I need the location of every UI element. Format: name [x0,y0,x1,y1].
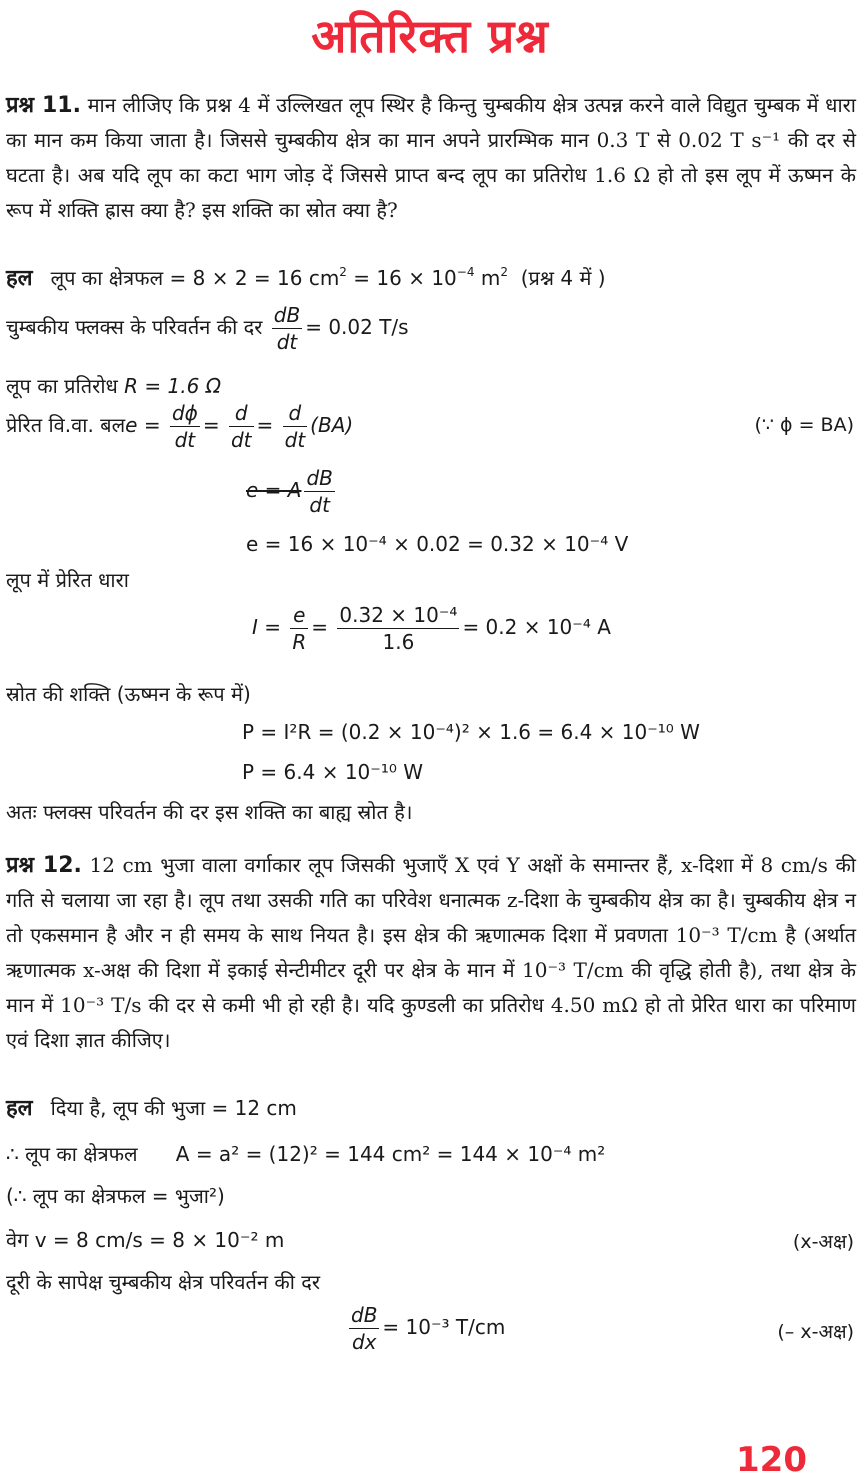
emf-value-line: e = 16 × 10⁻⁴ × 0.02 = 0.32 × 10⁻⁴ V [246,532,629,556]
velocity-note: (x-अक्ष) [792,1231,854,1253]
power-equation-1: P = I²R = (0.2 × 10⁻⁴)² × 1.6 = 6.4 × 10⁻¹⁰ W [242,720,700,744]
emf-line: प्रेरित वि.वा. बलe = $\frac{d\phi}{dt}$ = $\frac{d}{dt}$ = $\frac{d}{dt}$ (BA) [6,401,354,452]
solution-area-line: हल लूप का क्षेत्रफल = 8 × 2 = 16 $cm^2 = 16 \times 10^{-4}$ $m^2$ (प्रश्न 4 में ) [6,265,606,291]
emf-struck-line: e = A $\frac{dB}{dt}$ [246,466,333,517]
current-label: लूप में प्रेरित धारा [6,568,129,592]
question-11 [6,88,856,228]
flux-rate-line: चुम्बकीय फ्लक्स के परिवर्तन की दर $\frac{dB}{dt}$ = 0.02 T/s [6,303,409,354]
question-label: प्रश्न 11. [6,93,81,118]
page-number: 120 [736,1440,807,1480]
area-note: (∴ लूप का क्षेत्रफल = भुजा²) [6,1184,225,1208]
resistance-line: लूप का प्रतिरोध R = 1.6 Ω [6,374,221,398]
area-line: ∴ लूप का क्षेत्रफल A = a² = (12)² = 144 cm² = 144 × 10⁻⁴ m² [6,1142,606,1166]
question-text: मान लीजिए कि प्रश्न 4 में उल्लिखत लूप स्थिर है किन्तु चुम्बकीय क्षेत्र उत्पन्न करने वाले विद्युत चुम्बक में धारा का मान कम किया जाता है। जिससे चुम्बकीय क्षेत्र का मान अपने प्रारम्भिक मान 0.3 T से 0.02 T s⁻¹ की दर से घटता है। अब यदि लूप का कटा भाग जोड़ दें जिससे प्राप्त बन्द लूप का प्रतिरोध 1.6 Ω हो तो इस लूप में ऊष्मन के रूप में शक्ति ह्रास क्या है? इस शक्ति का स्रोत क्या है? [6,93,856,222]
question-text: 12 cm भुजा वाला वर्गाकार लूप जिसकी भुजाएँ X एवं Y अक्षों के समान्तर हैं, x-दिशा में 8 cm/s की गति से चलाया जा रहा है। लूप तथा उसकी गति का परिवेश धनात्मक z-दिशा के चुम्बकीय क्षेत्र का है। चुम्बकीय क्षेत्र न तो एकसमान है और न ही समय के साथ नियत है। इस क्षेत्र की ऋणात्मक दिशा में प्रवणता 10⁻³ T/cm है (अर्थात ऋणात्मक x-अक्ष की दिशा में इकाई सेन्टीमीटर दूरी पर क्षेत्र के मान में 10⁻³ T/cm की वृद्धि होती है), तथा क्षेत्र के मान में 10⁻³ T/s की दर से कमी भी हो रही है। यदि कुण्डली का प्रतिरोध 4.50 mΩ हो तो प्रेरित धारा का परिमाण एवं दिशा ज्ञात कीजिए। [6,853,856,1052]
gradient-label: दूरी के सापेक्ष चुम्बकीय क्षेत्र परिवर्तन की दर [6,1270,321,1294]
given-line: हल दिया है, लूप की भुजा = 12 cm [6,1096,297,1121]
solution-label: हल [6,1096,33,1121]
power-label: स्रोत की शक्ति (ऊष्मन के रूप में) [6,682,251,706]
question-12 [6,848,856,1058]
current-equation: I = $\frac{e}{R}$ = $\frac{\text{0.32 × 10⁻⁴}}{1.6}$ = 0.2 × 10⁻⁴ A [252,603,611,654]
question-label: प्रश्न 12. [6,853,82,878]
page-title: अतिरिक्त प्रश्न [311,9,549,63]
emf-note: (∵ ϕ = BA) [754,414,854,436]
gradient-equation: $\frac{dB}{dx}$ = 10⁻³ T/cm [351,1303,506,1354]
solution-label: हल [6,266,33,291]
velocity-line: वेग v = 8 cm/s = 8 × 10⁻² m [6,1228,285,1252]
power-equation-2: P = 6.4 × 10⁻¹⁰ W [242,760,423,784]
conclusion: अतः फ्लक्स परिवर्तन की दर इस शक्ति का बाह्य स्रोत है। [6,800,413,824]
fraction-dB-dt: $\frac{dB}{dt}$ [273,303,301,354]
gradient-note: (– x-अक्ष) [777,1321,854,1343]
